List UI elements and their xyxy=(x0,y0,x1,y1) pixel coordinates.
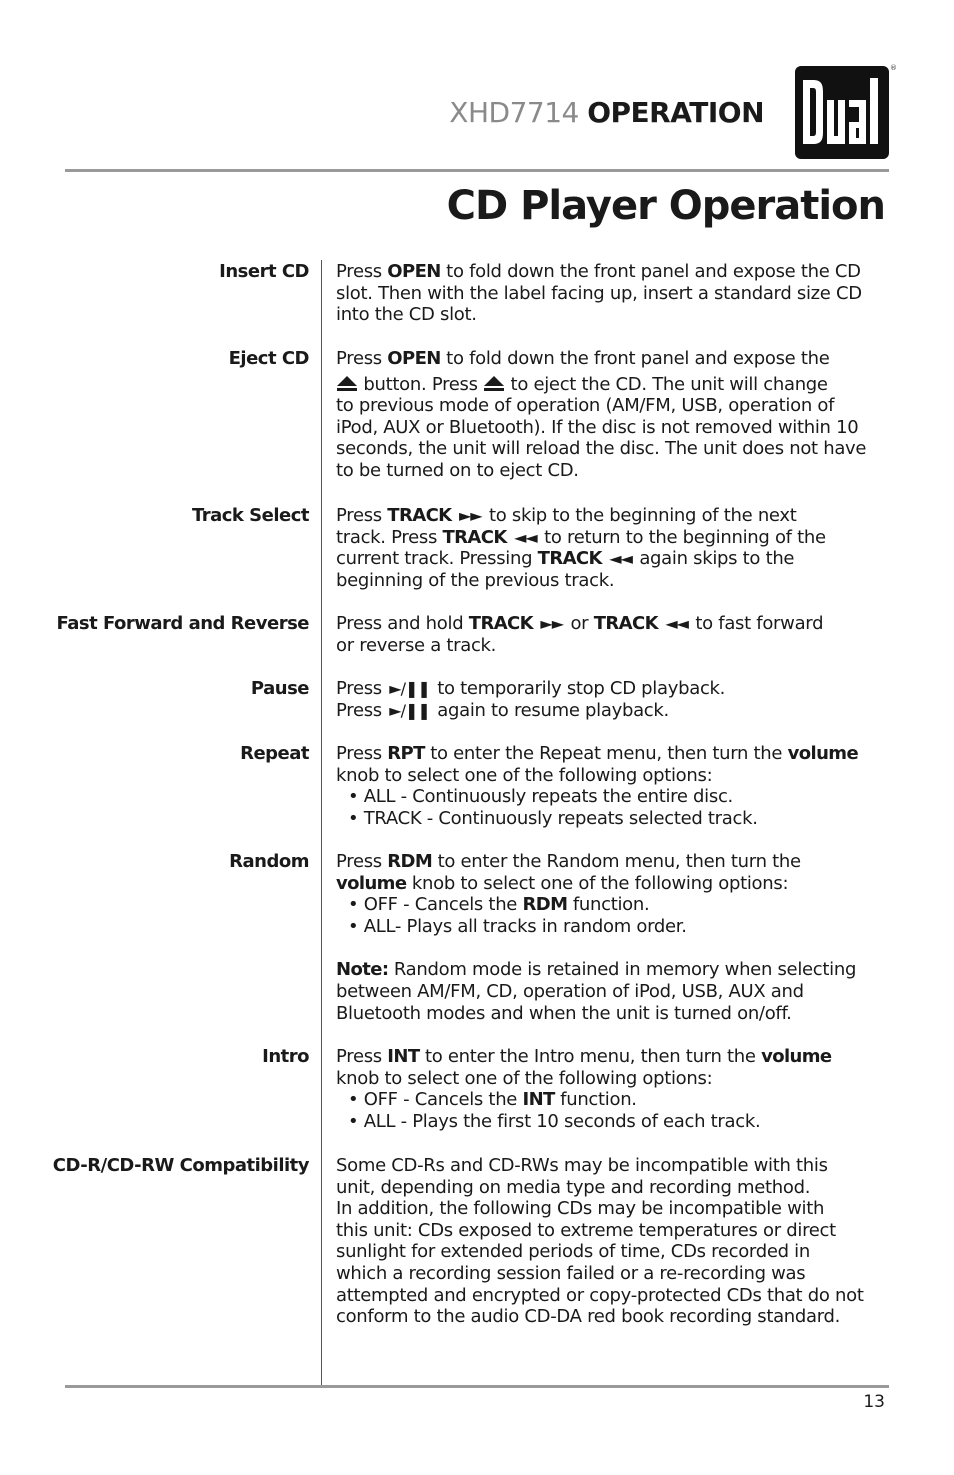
body-eject-cd xyxy=(336,348,892,482)
page-number: 13 xyxy=(863,1392,885,1412)
previous-track-icon: ◄◄ xyxy=(665,614,688,633)
text-line: iPod, AUX or Bluetooth). If the disc is not removed within 10 xyxy=(336,416,859,438)
text-line: attempted and encrypted or copy-protected CDs that do not xyxy=(336,1284,864,1306)
body-intro xyxy=(336,1046,892,1132)
column-divider xyxy=(321,260,322,1386)
text-line: to previous mode of operation (AM/FM, USB, operation of xyxy=(336,395,835,417)
text-line: volume knob to select one of the following options: xyxy=(336,872,789,894)
text-line: Press OPEN to fold down the front panel and expose the CD xyxy=(336,261,861,282)
note-line: Bluetooth modes and when the unit is turned on/off. xyxy=(336,1002,792,1024)
section-name: OPERATION xyxy=(587,96,764,129)
text-line: Press INT to enter the Intro menu, then turn the volume xyxy=(336,1046,832,1067)
bullet-item: • OFF - Cancels the RDM function. xyxy=(348,894,650,916)
registered-mark: ® xyxy=(890,64,897,72)
text-line: to be turned on to eject CD. xyxy=(336,459,579,481)
keyword-volume: volume xyxy=(761,1046,832,1067)
bullet-item: • TRACK - Continuously repeats selected track. xyxy=(348,807,758,829)
eject-icon xyxy=(336,374,358,392)
text-line: or reverse a track. xyxy=(336,634,497,656)
next-track-icon: ►► xyxy=(540,614,564,633)
text-line: knob to select one of the following options: xyxy=(336,764,713,786)
previous-track-icon: ◄◄ xyxy=(514,527,537,547)
note-line: Note: Random mode is retained in memory when selecting xyxy=(336,959,857,981)
text-line: button. Press to eject the CD. The unit will change xyxy=(336,374,892,396)
label-fast-forward: Fast Forward and Reverse xyxy=(56,613,309,634)
text-line: seconds, the unit will reload the disc. The unit does not have xyxy=(336,438,867,460)
body-random xyxy=(336,851,892,1024)
text-line: track. Press TRACK ◄◄ to return to the beginning of the xyxy=(336,526,826,548)
label-track-select: Track Select xyxy=(191,505,309,526)
text-line: knob to select one of the following options: xyxy=(336,1067,713,1089)
label-compatibility: CD-R/CD-RW Compatibility xyxy=(52,1155,309,1176)
text-line: In addition, the following CDs may be incompatible with xyxy=(336,1198,825,1220)
keyword-int: INT xyxy=(522,1089,555,1111)
label-insert-cd: Insert CD xyxy=(219,261,309,282)
label-pause: Pause xyxy=(250,678,309,699)
body-track-select xyxy=(336,505,892,591)
note-label: Note: xyxy=(336,959,389,981)
text-line: this unit: CDs exposed to extreme temperatures or direct xyxy=(336,1219,836,1241)
keyword-rpt: RPT xyxy=(387,743,425,764)
header-title xyxy=(449,96,764,129)
keyword-volume: volume xyxy=(787,743,859,764)
keyword-open: OPEN xyxy=(387,261,441,282)
previous-track-icon: ◄◄ xyxy=(609,549,632,569)
text-line: slot. Then with the label facing up, insert a standard size CD xyxy=(336,282,862,304)
keyword-rdm: RDM xyxy=(522,894,568,916)
text-line: beginning of the previous track. xyxy=(336,569,615,591)
bullet-item: • ALL- Plays all tracks in random order. xyxy=(348,915,687,937)
text-line: Press and hold TRACK ►► or TRACK ◄◄ to fast forward xyxy=(336,613,824,634)
page-title: CD Player Operation xyxy=(446,183,885,229)
text-line: Some CD-Rs and CD-RWs may be incompatible with this xyxy=(336,1155,828,1176)
keyword-rdm: RDM xyxy=(387,851,433,872)
text-line: current track. Pressing TRACK ◄◄ again skips to the xyxy=(336,548,795,570)
text-line: conform to the audio CD-DA red book recording standard. xyxy=(336,1306,841,1328)
bullet-item: • ALL - Continuously repeats the entire disc. xyxy=(348,786,733,808)
text-line: unit, depending on media type and recording method. xyxy=(336,1176,811,1198)
body-insert-cd xyxy=(336,261,892,326)
model-number: XHD7714 xyxy=(449,96,579,129)
text-line: Press TRACK ►► to skip to the beginning of the next xyxy=(336,505,797,526)
text-line: Press ►/❚❚ again to resume playback. xyxy=(336,699,669,721)
keyword-track: TRACK xyxy=(468,613,533,634)
text-line: Press OPEN to fold down the front panel and expose the xyxy=(336,348,830,369)
label-random: Random xyxy=(229,851,309,872)
text-line: sunlight for extended periods of time, CDs recorded in xyxy=(336,1241,810,1263)
top-divider xyxy=(65,169,889,172)
body-pause xyxy=(336,678,892,721)
label-repeat: Repeat xyxy=(240,743,309,764)
next-track-icon: ►► xyxy=(458,506,482,525)
bullet-item: • ALL - Plays the first 10 seconds of each track. xyxy=(348,1110,761,1132)
label-intro: Intro xyxy=(262,1046,309,1067)
text-line: Press ►/❚❚ to temporarily stop CD playback. xyxy=(336,678,726,699)
eject-icon xyxy=(483,374,505,392)
keyword-int: INT xyxy=(387,1046,420,1067)
keyword-track: TRACK xyxy=(593,613,658,634)
bottom-divider xyxy=(65,1385,889,1388)
body-repeat xyxy=(336,743,892,829)
dual-logo xyxy=(795,66,889,159)
note-line: between AM/FM, CD, operation of iPod, USB, AUX and xyxy=(336,980,804,1002)
text-line: Press RDM to enter the Random menu, then turn the xyxy=(336,851,801,872)
play-pause-icon: ►/❚❚ xyxy=(389,679,430,698)
text-line: which a recording session failed or a re-recording was xyxy=(336,1262,806,1284)
keyword-open: OPEN xyxy=(387,348,441,369)
body-fast-forward xyxy=(336,613,892,656)
body-compatibility xyxy=(336,1155,892,1328)
keyword-volume: volume xyxy=(336,872,407,894)
keyword-track: TRACK xyxy=(387,505,452,526)
keyword-track: TRACK xyxy=(537,548,602,570)
label-eject-cd: Eject CD xyxy=(228,348,309,369)
text-line: into the CD slot. xyxy=(336,304,477,326)
play-pause-icon: ►/❚❚ xyxy=(389,700,430,720)
dual-logo-mark xyxy=(795,66,889,159)
bullet-item: • OFF - Cancels the INT function. xyxy=(348,1089,637,1111)
text-line: Press RPT to enter the Repeat menu, then turn the volume xyxy=(336,743,859,764)
keyword-track: TRACK xyxy=(442,526,507,548)
